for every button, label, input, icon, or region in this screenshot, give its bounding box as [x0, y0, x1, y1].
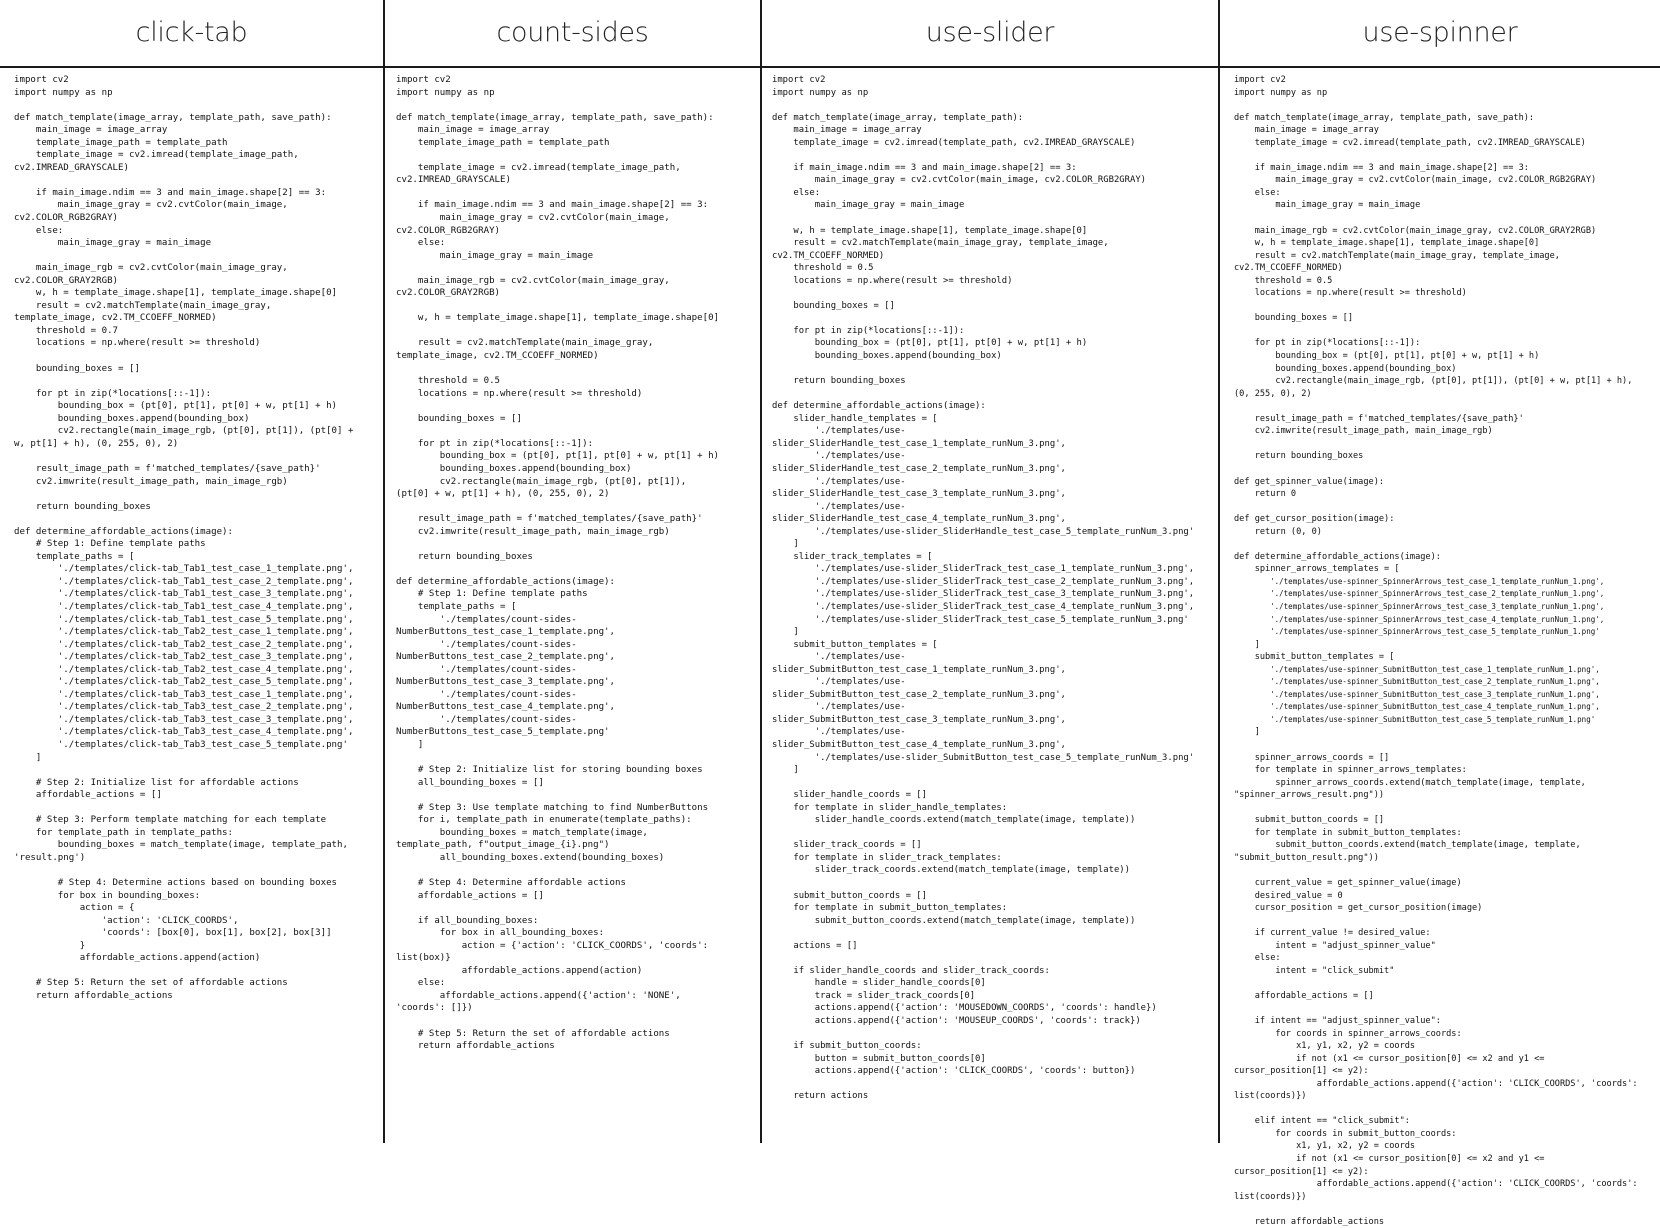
code-block: import cv2 import numpy as np def match_template(image_array, template_path, save_path): main_image = image_array template_image_path = template_path template_image = cv2.imread(template_image_path, cv2.IMREAD_GRAYSCALE) if main_image.ndim == 3 and main_image.shape[2] == 3: main_image_gray = cv2.cvtColor(main_image, cv2.COLOR_RGB2GRAY) else: main_image_gray = main_image main_image_rgb = cv2.cvtColor(main_image_gray, cv2.COLOR_GRAY2RGB) w, h = template_image.shape[1], template_image.shape[0] result = cv2.matchTemplate(main_image_gray, template_image, cv2.TM_CCOEFF_NORMED) threshold = 0.5 locations = np.where(result >= threshold) bounding_boxes = [] for pt in zip(*locations[::-1]): bounding_box = (pt[0], pt[1], pt[0] + w, pt[1] + h) bounding_boxes.append(bounding_box) cv2.rectangle(main_image_rgb, (pt[0], pt[1]), (pt[0] + w, pt[1] + h), (0, 255, 0), 2) result_image_path = f'matched_templates/{save_path}' cv2.imwrite(result_image_path, main_image_rgb) return bounding_boxes def determine_affordable_actions(image): # Step 1: Define template paths template_paths = [ './templates/count-sides- NumberButtons_test_case_1_template.png', './templates/count-sides- NumberButtons_test_case_2_template.png', './templates/count-sides- NumberButtons_test_case_3_template.png', './templates/count-sides- NumberButtons_test_case_4_template.png', './templates/count-sides- NumberButtons_test_case_5_template.png' ] # Step 2: Initialize list for storing bounding boxes all_bounding_boxes = [] # Step 3: Use template matching to find NumberButtons for i, template_path in enumerate(template_paths): bounding_boxes = match_template(image, template_path, f"output_image_{i}.png") all_bounding_boxes.extend(bounding_boxes) # Step 4: Determine affordable actions affordable_actions = [] if all_bounding_boxes: for box in all_bounding_boxes: action = {'action': 'CLICK_COORDS', 'coords': list(box)} affordable_actions.append(action) else: affordable_actions.append({'action': 'NONE', 'coords': []}) # Step 5: Return the set of affordable actions return affordable_actions [396, 75, 720, 1052]
code-segment: import cv2 import numpy as np def match_template(image_array, template_path, save_path): main_image = image_array template_image = cv2.imread(template_path, cv2.IMREAD_GRAYSCALE) if main_image.ndim == 3 and main_image.shape[2] == 3: main_image_gray = cv2.cvtColor(main_image, cv2.COLOR_RGB2GRAY) else: main_image_gray = main_image main_image_rgb = cv2.cvtColor(main_image_gray, cv2.COLOR_GRAY2RGB) w, h = template_image.shape[1], template_image.shape[0] result = cv2.matchTemplate(main_image_gray, template_image, cv2.TM_CCOEFF_NORMED) threshold = 0.5 locations = np.where(result >= threshold) bounding_boxes = [] for pt in zip(*locations[::-1]): bounding_box = (pt[0], pt[1], pt[0] + w, pt[1] + h) bounding_boxes.append(bounding_box) cv2.rectangle(main_image_rgb, (pt[0], pt[1]), (pt[0] + w, pt[1] + h), (0, 255, 0), 2) result_image_path = f'matched_templates/{save_path}' cv2.imwrite(result_image_path, main_image_rgb) return bounding_boxes def get_spinner_value(image): return 0 def get_cursor_position(image): return (0, 0) def determine_affordable_actions(image): spinner_arrows_templates = [ [1234, 75, 1633, 575]
column-use-slider [762, 0, 1218, 1143]
code-segment-small: './templates/use-spinner_SubmitButton_test_case_1_template_runNum_1.png', './templates/use-spinner_SubmitButton_test_case_2_template_runNum_1.png', './templates/use-spinner_SubmitButton_test_case_3_template_runNum_1.png', './templates/use-spinner_SubmitButton_test_case_4_template_runNum_1.png', './templates/use-spinner_SubmitButton_test_case_5_template_runNum_1.png' [1270, 664, 1600, 724]
code-block: import cv2 import numpy as np def match_template(image_array, template_path, save_path): main_image = image_array template_image_path = template_path template_image = cv2.imread(template_image_path, cv2.IMREAD_GRAYSCALE) if main_image.ndim == 3 and main_image.shape[2] == 3: main_image_gray = cv2.cvtColor(main_image, cv2.COLOR_RGB2GRAY) else: main_image_gray = main_image main_image_rgb = cv2.cvtColor(main_image_gray, cv2.COLOR_GRAY2RGB) w, h = template_image.shape[1], template_image.shape[0] result = cv2.matchTemplate(main_image_gray, template_image, cv2.TM_CCOEFF_NORMED) threshold = 0.7 locations = np.where(result >= threshold) bounding_boxes = [] for pt in zip(*locations[::-1]): bounding_box = (pt[0], pt[1], pt[0] + w, pt[1] + h) bounding_boxes.append(bounding_box) cv2.rectangle(main_image_rgb, (pt[0], pt[1]), (pt[0] + w, pt[1] + h), (0, 255, 0), 2) result_image_path = f'matched_templates/{save_path}' cv2.imwrite(result_image_path, main_image_rgb) return bounding_boxes def determine_affordable_actions(image): # Step 1: Define template paths template_paths = [ './templates/click-tab_Tab1_test_case_1_template.png', './templates/click-tab_Tab1_test_case_2_template.png', './templates/click-tab_Tab1_test_case_3_template.png', './templates/click-tab_Tab1_test_case_4_template.png', './templates/click-tab_Tab1_test_case_5_template.png', './templates/click-tab_Tab2_test_case_1_template.png', './templates/click-tab_Tab2_test_case_2_template.png', './templates/click-tab_Tab2_test_case_3_template.png', './templates/click-tab_Tab2_test_case_4_template.png', './templates/click-tab_Tab2_test_case_5_template.png', './templates/click-tab_Tab3_test_case_1_template.png', './templates/click-tab_Tab3_test_case_2_template.png', './templates/click-tab_Tab3_test_case_3_template.png', './templates/click-tab_Tab3_test_case_4_template.png', './templates/click-tab_Tab3_test_case_5_template.png' ] # Step 2: Initialize list for affordable actions affordable_actions = [] # Step 3: Perform template matching for each template for template_path in template_paths: bounding_boxes = match_template(image, template_path, 'result.png') # Step 4: Determine actions based on bounding boxes for box in bounding_boxes: action = { 'action': 'CLICK_COORDS', 'coords': [box[0], box[1], box[2], box[3]] } affordable_actions.append(action) # Step 5: Return the set of affordable actions return affordable_actions [14, 75, 354, 1001]
column-click-tab [0, 0, 383, 1143]
column-title: count-sides [496, 17, 649, 48]
column-title: use-slider [925, 17, 1055, 48]
column-use-spinner [1220, 0, 1660, 1227]
code-block: import cv2 import numpy as np def match_template(image_array, template_path): main_image = image_array template_image = cv2.imread(template_path, cv2.IMREAD_GRAYSCALE) if main_image.ndim == 3 and main_image.shape[2] == 3: main_image_gray = cv2.cvtColor(main_image, cv2.COLOR_RGB2GRAY) else: main_image_gray = main_image w, h = template_image.shape[1], template_image.shape[0] result = cv2.matchTemplate(main_image_gray, template_image, cv2.TM_CCOEFF_NORMED) threshold = 0.5 locations = np.where(result >= threshold) bounding_boxes = [] for pt in zip(*locations[::-1]): bounding_box = (pt[0], pt[1], pt[0] + w, pt[1] + h) bounding_boxes.append(bounding_box) return bounding_boxes def determine_affordable_actions(image): slider_handle_templates = [ './templates/use- slider_SliderHandle_test_case_1_template_runNum_3.png', './templates/use- slider_SliderHandle_test_case_2_template_runNum_3.png', './templates/use- slider_SliderHandle_test_case_3_template_runNum_3.png', './templates/use- slider_SliderHandle_test_case_4_template_runNum_3.png', './templates/use-slider_SliderHandle_test_case_5_template_runNum_3.png' ] slider_track_templates = [ './templates/use-slider_SliderTrack_test_case_1_template_runNum_3.png', './templates/use-slider_SliderTrack_test_case_2_template_runNum_3.png', './templates/use-slider_SliderTrack_test_case_3_template_runNum_3.png', './templates/use-slider_SliderTrack_test_case_4_template_runNum_3.png', './templates/use-slider_SliderTrack_test_case_5_template_runNum_3.png' ] submit_button_templates = [ './templates/use- slider_SubmitButton_test_case_1_template_runNum_3.png', './templates/use- slider_SubmitButton_test_case_2_template_runNum_3.png', './templates/use- slider_SubmitButton_test_case_3_template_runNum_3.png', './templates/use- slider_SubmitButton_test_case_4_template_runNum_3.png', './templates/use-slider_SubmitButton_test_case_5_template_runNum_3.png' ] slider_handle_coords = [] for template in slider_handle_templates: slider_handle_coords.extend(match_template(image, template)) slider_track_coords = [] for template in slider_track_templates: slider_track_coords.extend(match_template(image, template)) submit_button_coords = [] for template in submit_button_templates: submit_button_coords.extend(match_template(image, template)) actions = [] if slider_handle_coords and slider_track_coords: handle = slider_handle_coords[0] track = slider_track_coords[0] actions.append({'action': 'MOUSEDOWN_COORDS', 'coords': handle}) actions.append({'action': 'MOUSEUP_COORDS', 'coords': track}) if submit_button_coords: button = submit_button_coords[0] actions.append({'action': 'CLICK_COORDS', 'coords': button}) return actions [772, 75, 1195, 1102]
column-count-sides [385, 0, 760, 1143]
code-segment-small: './templates/use-spinner_SpinnerArrows_test_case_1_template_runNum_1.png', './templates/use-spinner_SpinnerArrows_test_case_2_template_runNum_1.png', './templates/use-spinner_SpinnerArrows_test_case_3_template_runNum_1.png', './templates/use-spinner_SpinnerArrows_test_case_4_template_runNum_1.png', './templates/use-spinner_SpinnerArrows_test_case_5_template_runNum_1.png' [1270, 576, 1605, 637]
code-segment: ] submit_button_templates = [ [1254, 639, 1395, 663]
column-title: click-tab [135, 17, 248, 48]
column-title: use-spinner [1362, 17, 1518, 48]
code-block [1234, 74, 1658, 1228]
code-segment: ] spinner_arrows_coords = [] for template in spinner_arrows_templates: spinner_arrows_coords.extend(match_template(image, template, "spinner_arrows_result.png")) submit_button_coords = [] for template in submit_button_templates: submit_button_coords.extend(match_template(image, template, "submit_button_result.png")) current_value = get_spinner_value(image) desired_value = 0 cursor_position = get_cursor_position(image) if current_value != desired_value: intent = "adjust_spinner_value" else: intent = "click_submit" affordable_actions = [] if intent == "adjust_spinner_value": for coords in spinner_arrows_coords: x1, y1, x2, y2 = coords if not (x1 <= cursor_position[0] <= x2 and y1 <= cursor_position[1] <= y2): affordable_actions.append({'action': 'CLICK_COORDS', 'coords': list(coords)}) elif intent == "click_submit": for coords in submit_button_coords: x1, y1, x2, y2 = coords if not (x1 <= cursor_position[0] <= x2 and y1 <= cursor_position[1] <= y2): affordable_actions.append({'action': 'CLICK_COORDS', 'coords': list(coords)}) return affordable_actions [1234, 727, 1638, 1227]
